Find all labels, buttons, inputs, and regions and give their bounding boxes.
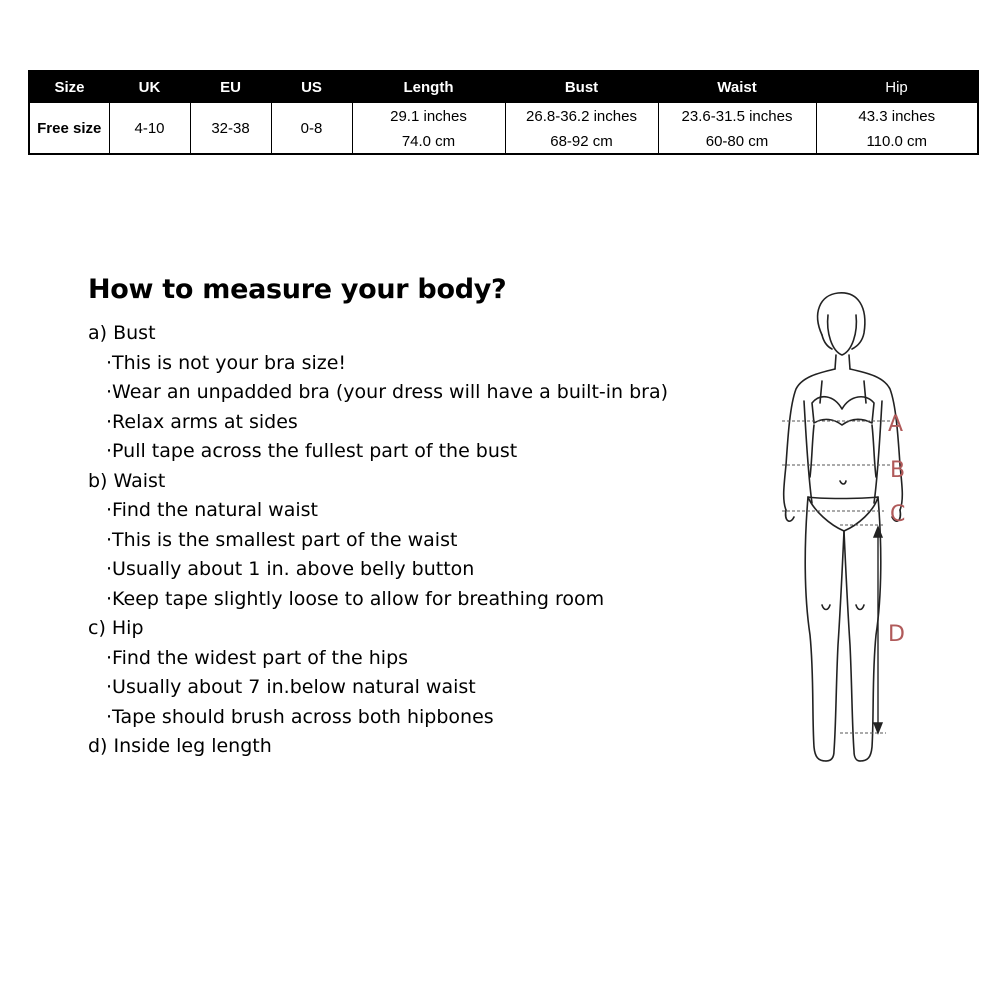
measure-guide [88,274,748,762]
header-us: US [271,71,352,103]
section-bust [88,319,748,467]
cell-waist-cm: 60-80 cm [658,129,816,154]
cell-hip-cm: 110.0 cm [816,129,978,154]
marker-d: D [888,622,905,647]
cell-size-label: Free size [29,103,109,155]
section-hip [88,614,748,732]
marker-a: A [888,412,904,437]
list-item: ·Usually about 1 in. above belly button [106,558,475,580]
list-item: ·Usually about 7 in.below natural waist [106,676,476,698]
cell-length-inches: 29.1 inches [352,103,505,130]
section-waist [88,467,748,615]
list-item: ·This is the smallest part of the waist [106,528,458,551]
list-item: ·Find the widest part of the hips [106,646,409,669]
cell-length-cm: 74.0 cm [352,129,505,154]
cell-bust-inches: 26.8-36.2 inches [505,103,658,130]
header-uk: UK [109,71,190,103]
header-bust: Bust [505,71,658,103]
list-item: ·Wear an unpadded bra (your dress will have a built-in bra) [106,381,669,403]
header-eu: EU [190,71,271,103]
list-item: ·Relax arms at sides [106,410,298,433]
header-size: Size [29,71,109,103]
section-title: b) Waist [88,469,166,492]
cell-uk: 4-10 [109,103,190,155]
marker-b: B [890,458,906,483]
section-title: a) Bust [88,322,156,344]
header-length: Length [352,71,505,103]
marker-c: C [890,502,906,527]
table-header-row [29,71,978,103]
size-chart-table [28,70,979,155]
list-item: ·Find the natural waist [106,499,318,521]
cell-waist-inches: 23.6-31.5 inches [658,103,816,130]
list-item: ·Keep tape slightly loose to allow for breathing room [106,587,605,610]
guide-title: How to measure your body? [88,274,507,305]
list-item: ·Pull tape across the fullest part of the bust [106,440,518,462]
cell-eu: 32-38 [190,103,271,155]
list-item: ·Tape should brush across both hipbones [106,705,494,728]
cell-bust-cm: 68-92 cm [505,129,658,154]
table-row [29,103,978,130]
list-item: ·This is not your bra size! [106,351,347,374]
section-inside-leg [88,732,748,762]
header-waist: Waist [658,71,816,103]
section-title: c) Hip [88,617,144,639]
section-title: d) Inside leg length [88,735,272,757]
cell-hip-inches: 43.3 inches [816,103,978,130]
body-outline-illustration [760,285,940,775]
body-figure [760,285,940,775]
cell-us: 0-8 [271,103,352,155]
header-hip: Hip [816,71,978,103]
